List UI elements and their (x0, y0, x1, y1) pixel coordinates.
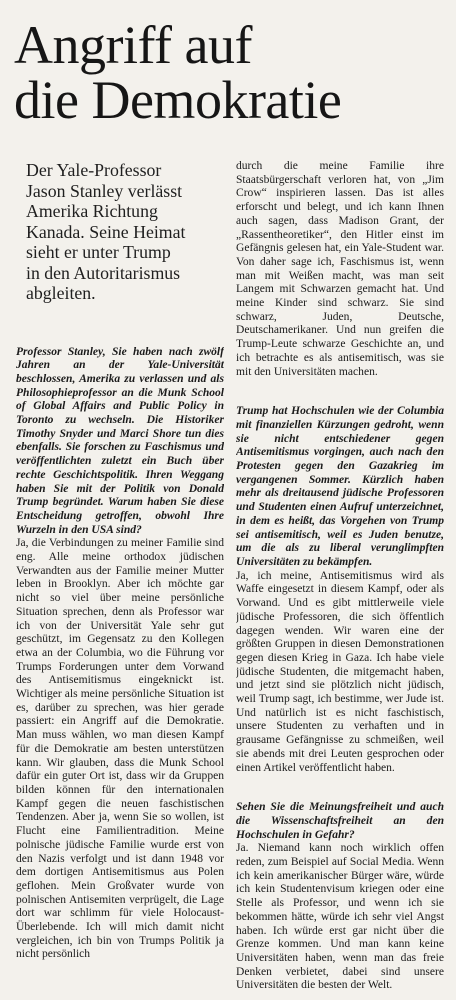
right-column (236, 160, 444, 1000)
headline-line-2: die Demokratie (14, 70, 342, 130)
lead-line: sieht er unter Trump (26, 242, 171, 262)
article-columns (16, 160, 444, 1000)
interview-answer-1: Ja, die Verbindungen zu meiner Familie sind eng. Alle meine orthodox jüdischen Verwandten aus der Familie meiner Mutter leben in Brooklyn. Aber ich möchte gar nicht so viel über meine persönliche Situation sprechen, denn als Professor war ich von der Universität Yale sehr gut geschützt, im Gegensatz zu den Kollegen etwa an der Columbia, wo die Führung vor Trumps Forderungen unter dem Vorwand des Antisemitismus eingeknickt ist. Wichtiger als meine persönliche Situation ist es, darüber zu sprechen, was hier gerade passiert: ein Angriff auf die Demokratie. Man muss wählen, wo man diesen Kampf für die Demokratie am besten unterstützen kann. Wir glauben, dass die Munk School dafür ein guter Ort ist, dass wir da Gruppen bilden können für den internationalen Kampf gegen die neuen faschistischen Tendenzen. Aber ja, wenn Sie so wollen, ist Flucht eine Familientradition. Meine polnische jüdische Familie wurde erst von den Nazis verfolgt und ist dann 1948 vor dem dortigen Antisemitismus aus Polen geflohen. Mein Großvater wurde von polnischen Antisemiten verprügelt, die Lage dort war schlimm für viele Holocaust-Überlebende. Ich will mich damit nicht vergleichen, ich bin von Trumps Politik ja nicht persönlich (16, 537, 224, 961)
lead-line: in den Autoritarismus (26, 262, 181, 283)
lead-line: Jason Stanley verlässt (26, 180, 183, 201)
lead-line: abgleiten. (26, 283, 96, 303)
lead-line: Amerika Richtung (26, 201, 158, 221)
lead-paragraph (26, 160, 224, 304)
interview-answer-2: Ja, ich meine, Antisemitismus wird als Waffe eingesetzt in diesem Kampf, oder als Vorwand. Und es gibt mittlerweile viele jüdische Professoren, die sich öffentlich dagegen wenden. Wir waren eine der größten Gruppen in diesen Demonstrationen gegen diesen Krieg in Gaza. Ich habe viele jüdische Studenten, die mitgemacht haben, und jetzt sind sie plötzlich nicht jüdisch, weil Trump sagt, ich bestimme, wer Jude ist. Und natürlich ist es nicht faschistisch, unsere Studenten zu verhaften und in grausame Gefängnisse zu schmeißen, weil sie abends mit drei Leuten gesprochen oder einen Artikel veröffentlicht haben. (236, 569, 444, 774)
interview-answer-1-continued: durch die meine Familie ihre Staatsbürgerschaft verloren hat, von „Jim Crow“ inspirieren lassen. Das ist alles erforscht und belegt, und ich kann Ihnen auch sagen, dass Madison Grant, der „Rassentheoretiker“, den Hitler einst im Gefängnis gelesen hat, ein Yale-Student war. Von daher sage ich, Faschismus ist, wenn man mit Weißen macht, was man seit Langem mit Schwarzen gemacht hat. Und meine Kinder sind schwarz. Sie sind schwarz, Juden, Deutsche, Deutschamerikaner. Und nun greifen die Trump-Leute schwarze Geschichte an, und ich betrachte es als antisemitisch, was sie mit den Universitäten machen. (236, 160, 444, 378)
interview-question-3: Sehen Sie die Meinungsfreiheit und auch die Wissenschaftsfreiheit an den Hochschulen in Gefahr? (236, 801, 444, 841)
interview-answer-3: Ja. Niemand kann noch wirklich offen reden, zum Beispiel auf Social Media. Wenn ich kein amerikanischer Bürger wäre, würde ich kein Studentenvisum kriegen oder eine Stelle als Professor, und wenn ich sie bekommen hätte, würde ich sehr viel Angst haben. Ich würde erst gar nicht über die Grenze kommen. Und man kann keine Universitäten haben, wenn man das freie Denken verbietet, dabei sind unsere Universitäten die besten der Welt. (236, 842, 444, 992)
headline-line-1: Angriff auf (14, 15, 252, 75)
headline (14, 15, 444, 130)
left-column (16, 160, 224, 1000)
lead-line: Der Yale-Professor (26, 160, 162, 180)
lead-line: Kanada. Seine Heimat (26, 221, 186, 242)
interview-question-2: Trump hat Hochschulen wie der Columbia mit finanziellen Kürzungen gedroht, wenn sie nicht entschiedener gegen Antisemitismus vorgingen, auch nach den Protesten gegen den Gazakrieg im vergangenen Sommer. Kürzlich haben mehr als dreitausend jüdische Professoren und Studenten einen Aufruf unterzeichnet, in dem es heißt, das Vorgehen von Trump sei antisemitisch, weil es Juden benutze, um die als zu liberal verunglimpften Universitäten zu bekämpfen. (236, 405, 444, 568)
interview-question-1: Professor Stanley, Sie haben nach zwölf Jahren an der Yale-Universität beschlossen, Amerika zu verlassen und als Philosophieprofessor an die Munk School of Global Affairs and Public Policy in Toronto zu wechseln. Die Historiker Timothy Snyder und Marci Shore tun dies ebenfalls. Sie forschen zu Faschismus und veröffentlichten zuletzt ein Buch über rechte Geschichtspolitik. Ihren Weggang haben Sie mit der Politik von Donald Trump begründet. Warum haben Sie diese Entscheidung getroffen, obwohl Ihre Wurzeln in den USA sind? (16, 345, 224, 536)
